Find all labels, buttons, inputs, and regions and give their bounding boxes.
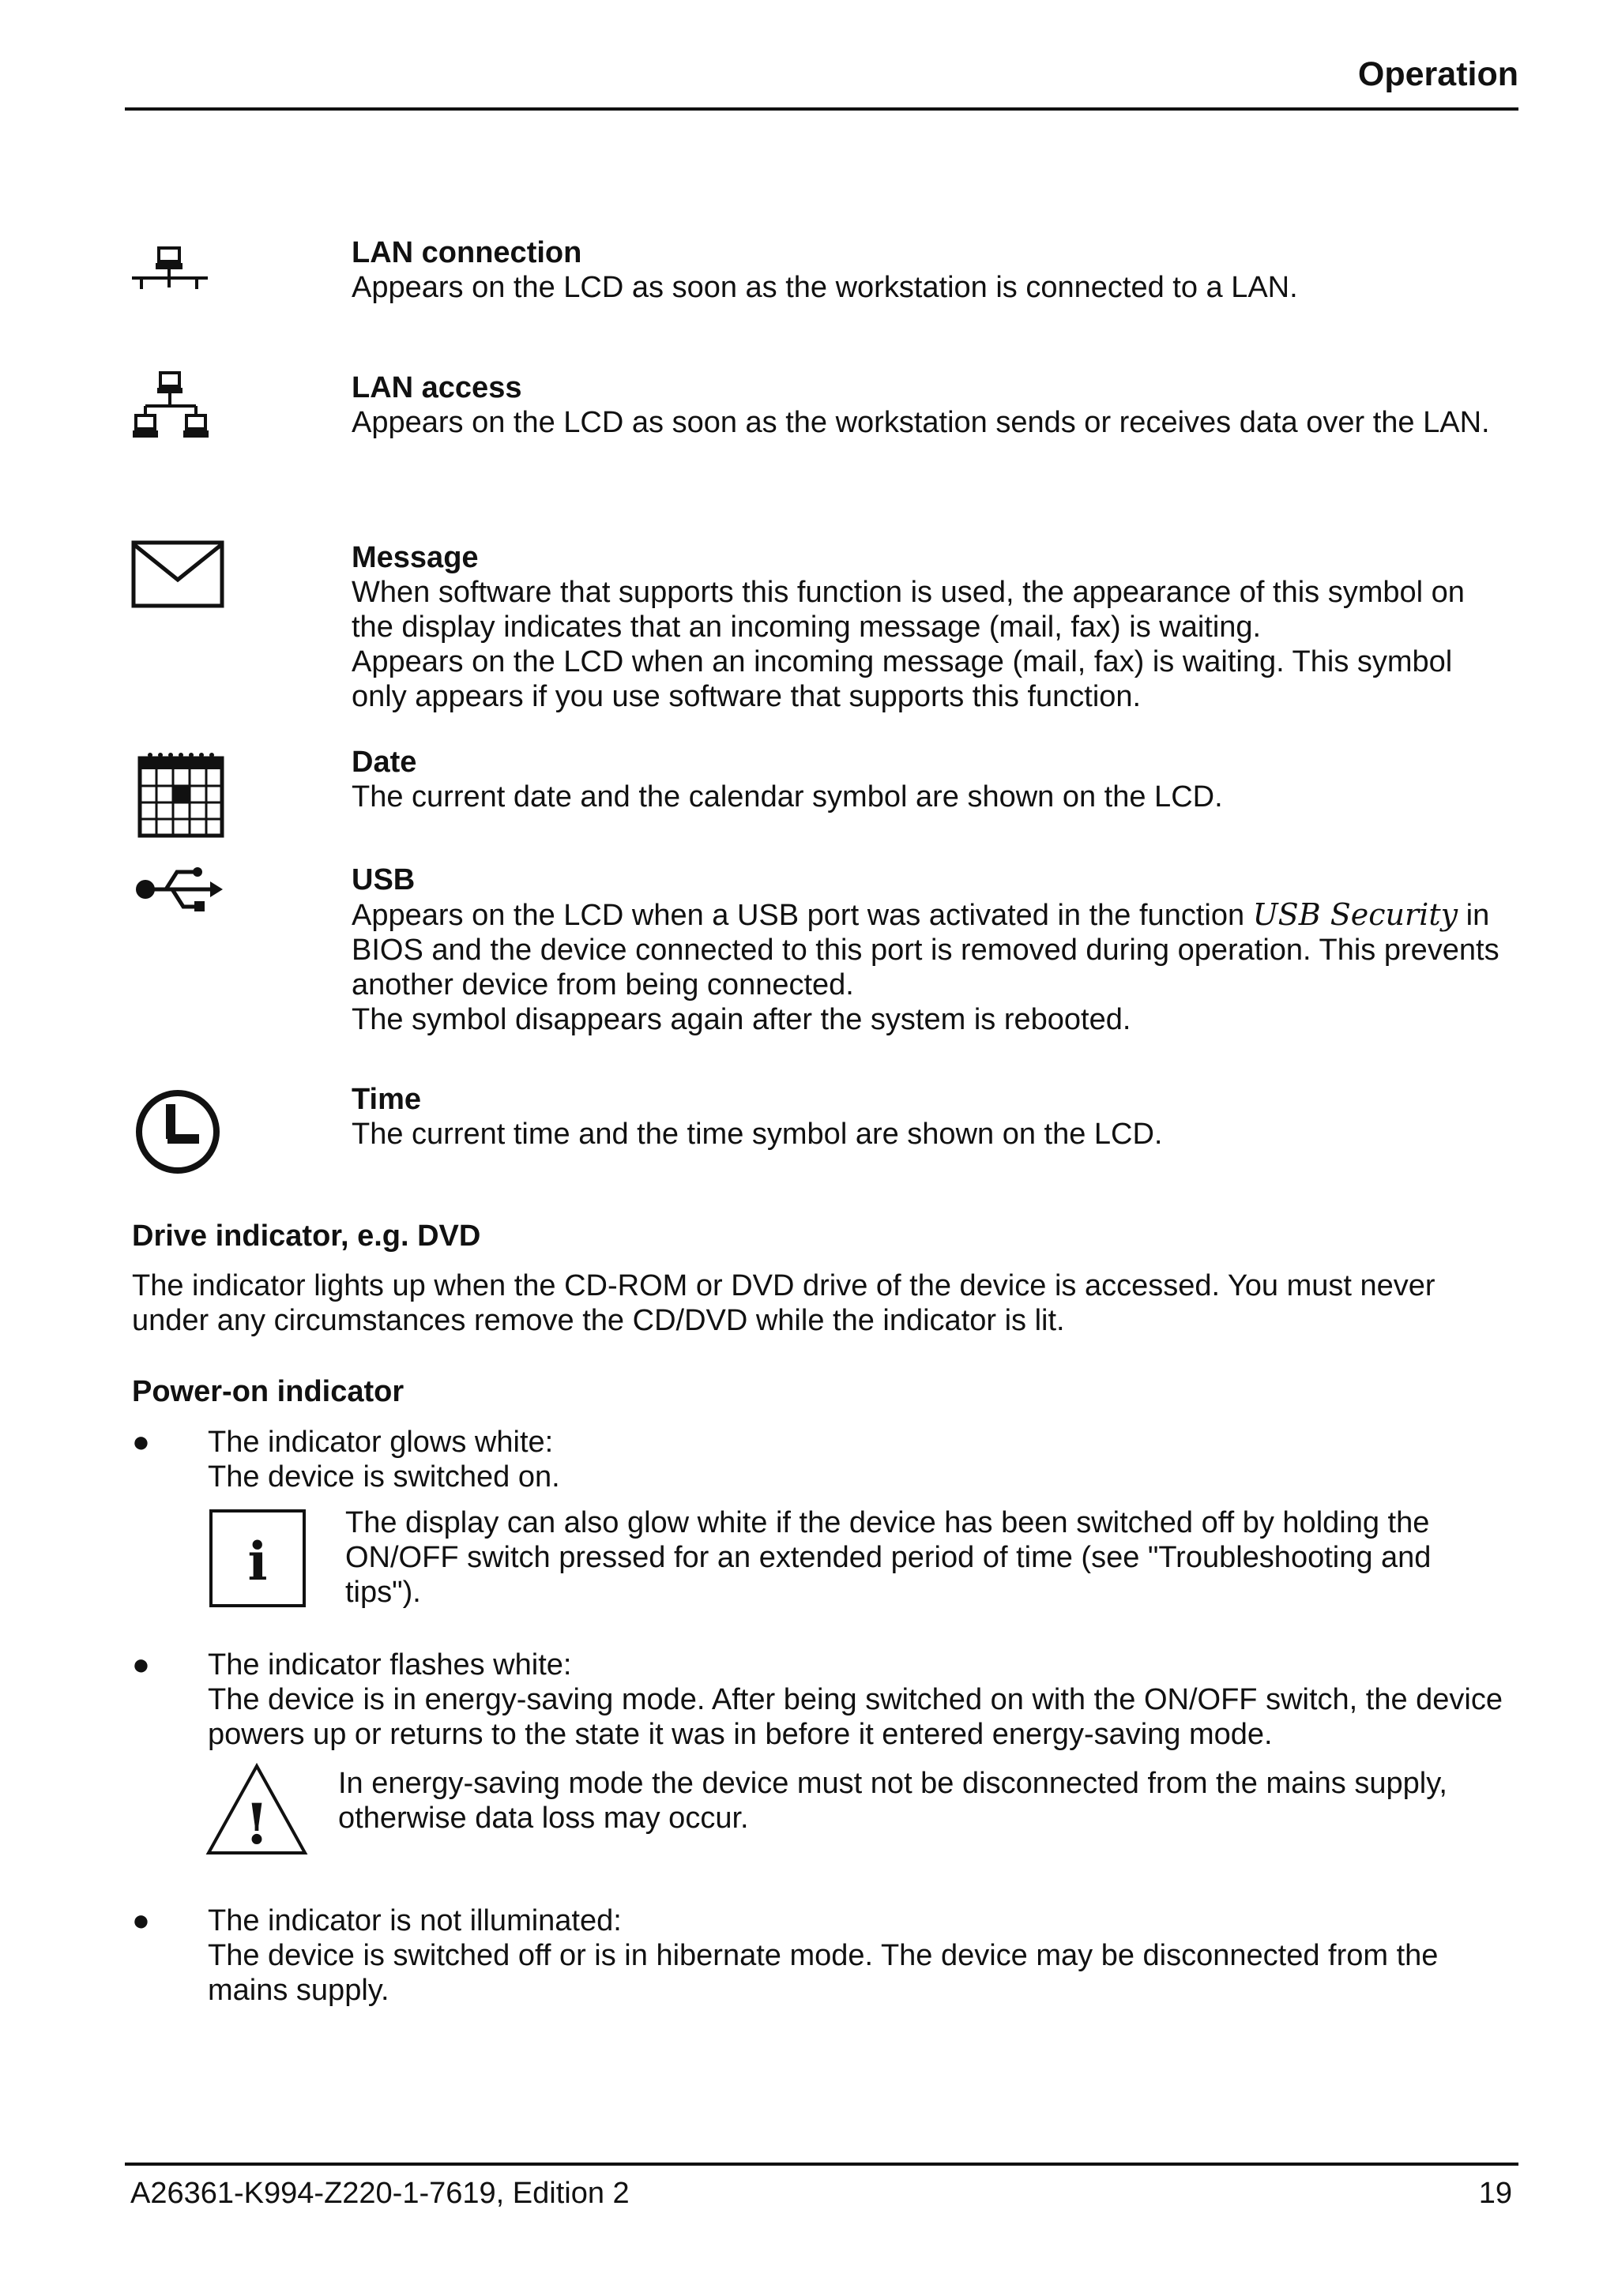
power-state-description: The device is switched off or is in hibernate mode. The device may be disconnected from the mains supply. (208, 1939, 1439, 2007)
date-heading: Date (352, 746, 417, 779)
info-note-text: The display can also glow white if the device has been switched off by holding the ON/OFF switch pressed for an extended period of time (see "Troubleshooting and tips"). (345, 1506, 1432, 1609)
power-state-not-illuminated (208, 1903, 1503, 2008)
power-state-flashes-white (208, 1648, 1503, 1752)
lan-connection-heading: LAN connection (352, 236, 582, 269)
drive-indicator-heading: Drive indicator, e.g. DVD (132, 1219, 481, 1253)
page-number: 19 (1478, 2177, 1512, 2210)
warning-icon-letter: ! (244, 1791, 269, 1856)
power-state-description: The device is switched on. (208, 1460, 560, 1494)
lcd-symbol-usb (352, 862, 1505, 1037)
page-title: Operation (1357, 55, 1518, 93)
clock-icon (133, 1087, 223, 1177)
message-description-extra: Appears on the LCD when an incoming message (mail, fax) is waiting. This symbol only appears if you use software that supports this function. (352, 645, 1453, 713)
lcd-symbol-date (352, 745, 1505, 814)
message-heading: Message (352, 541, 479, 574)
usb-heading: USB (352, 863, 416, 896)
date-description: The current date and the calendar symbol are shown on the LCD. (352, 780, 1223, 814)
bullet-marker: ● (132, 1426, 150, 1459)
power-state-glows-white (208, 1425, 1503, 1494)
lcd-symbol-lan-access (352, 370, 1505, 440)
info-icon (209, 1509, 307, 1608)
lan-access-icon (131, 371, 210, 444)
usb-icon (134, 864, 223, 915)
power-state-description: The device is in energy-saving mode. After being switched on with the ON/OFF switch, the device powers up or returns to the state it was in before it entered energy-saving mode. (208, 1683, 1503, 1751)
lcd-symbol-lan-connection (352, 235, 1505, 305)
bullet-marker: ● (132, 1648, 150, 1682)
calendar-icon (137, 750, 224, 839)
lcd-symbol-message (352, 540, 1505, 714)
lan-connection-description: Appears on the LCD as soon as the workstation is connected to a LAN. (352, 271, 1298, 304)
lcd-symbol-time (352, 1082, 1505, 1152)
warning-icon (205, 1763, 308, 1856)
time-description: The current time and the time symbol are shown on the LCD. (352, 1118, 1163, 1151)
info-icon-letter: i (247, 1531, 268, 1592)
power-state-title: The indicator is not illuminated: (208, 1904, 622, 1937)
drive-indicator-text: The indicator lights up when the CD-ROM or DVD drive of the device is accessed. You must never under any circumstances remove the CD/DVD while the indicator is lit. (132, 1269, 1436, 1337)
time-heading: Time (352, 1083, 422, 1116)
message-envelope-icon (131, 540, 224, 608)
power-indicator-heading: Power-on indicator (132, 1375, 404, 1408)
lan-connection-icon (130, 246, 211, 295)
bullet-marker: ● (132, 1904, 150, 1937)
usb-reboot-note: The symbol disappears again after the system is rebooted. (352, 1003, 1131, 1036)
warning-note-text: In energy-saving mode the device must not be disconnected from the mains supply, otherwise data loss may occur. (338, 1767, 1447, 1835)
usb-security-function-name: USB Security (1252, 897, 1458, 932)
page-footer (125, 2163, 1518, 2210)
power-state-title: The indicator flashes white: (208, 1648, 572, 1682)
lan-access-heading: LAN access (352, 371, 522, 404)
usb-description (352, 897, 1505, 1002)
usb-description-end: in BIOS and the device connected to this port is removed during operation. This prevents another device from being connected. (352, 899, 1499, 1001)
lan-access-description: Appears on the LCD as soon as the workstation sends or receives data over the LAN. (352, 406, 1490, 439)
usb-description-start: Appears on the LCD when a USB port was activated in the function (352, 899, 1253, 932)
document-id: A26361-K994-Z220-1-7619, Edition 2 (130, 2177, 630, 2210)
page-header (125, 32, 1518, 111)
power-state-title: The indicator glows white: (208, 1426, 554, 1459)
message-description: When software that supports this function is used, the appearance of this symbol on the display indicates that an incoming message (mail, fax) is waiting. (352, 576, 1465, 644)
